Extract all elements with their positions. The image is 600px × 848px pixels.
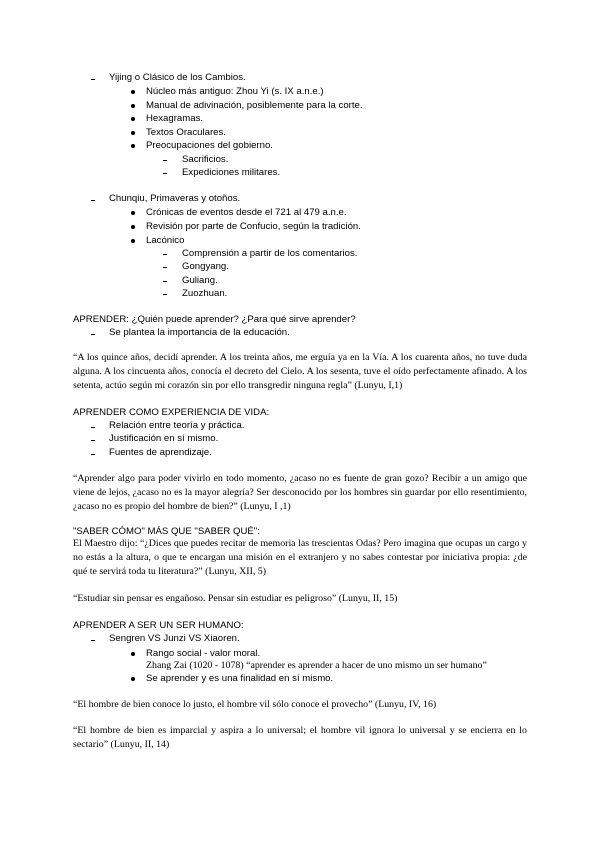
list-subitem: Expediciones militares. [182, 167, 281, 178]
bullet-marker [131, 225, 135, 229]
list-item: Crónicas de eventos desde el 721 al 479 a.n.e. [146, 207, 347, 218]
list-subitem: Gongyang. [182, 261, 229, 272]
bullet-marker [131, 131, 135, 135]
list-item: Sengren VS Junzi VS Xiaoren. [109, 633, 240, 644]
quote-hombre-bien: “El hombre de bien conoce lo justo, el hombre vil sólo conoce el provecho” (Lunyu, IV, 16) [73, 699, 437, 710]
bullet-marker [131, 677, 135, 681]
list-subitem: Sacrificios. [182, 154, 229, 165]
list-item: Lacónico [146, 235, 185, 246]
dash-marker [91, 200, 95, 201]
list-item: Justificación en sí mismo. [109, 433, 219, 444]
dash-marker [163, 294, 167, 295]
section-heading-saber: "SABER CÓMO" MÁS QUE "SABER QUÉ": [73, 526, 260, 537]
list-item: Preocupaciones del gobierno. [146, 140, 273, 151]
dash-marker [91, 79, 95, 80]
bullet-marker [131, 117, 135, 121]
dash-marker [163, 173, 167, 174]
dash-marker [91, 454, 95, 455]
list-item: Hexagramas. [146, 113, 204, 124]
dash-marker [91, 334, 95, 335]
list-item: Fuentes de aprendizaje. [109, 447, 212, 458]
bullet-marker [131, 652, 135, 656]
section-heading-experiencia: APRENDER COMO EXPERIENCIA DE VIDA: [73, 407, 270, 418]
list-item: Manual de adivinación, posiblemente para la corte. [146, 100, 363, 111]
bullet-marker [131, 211, 135, 215]
dash-marker [163, 281, 167, 282]
list-item: Relación entre teoría y práctica. [109, 420, 245, 431]
list-item: Textos Oraculares. [146, 127, 226, 138]
quote-saber: El Maestro dijo: “¿Dices que puedes recitar de memoria las trescientas Odas? Pero imagina que ocupas un cargo y no estás a la altura, o que te encargan una misión en el extranjero y no sabes contestar por iniciativa propia: ¿de qué te servirá toda tu literatura?” (Lunyu, XII, 5) [73, 538, 527, 577]
quote-experiencia: “Aprender algo para poder vivirlo en todo momento, ¿acaso no es fuente de gran gozo? Recibir a un amigo que viene de lejos, ¿acaso no es la mayor alegría? Ser desconocido por los hombres sin guardar por ello resentimiento, ¿acaso no es propio del hombre de bien?” (Lunyu, I ,1) [73, 473, 527, 512]
dash-marker [91, 640, 95, 641]
list-item: Revisión por parte de Confucio, según la tradición. [146, 221, 361, 232]
list-subitem: Zuozhuan. [182, 288, 228, 299]
dash-marker [91, 440, 95, 441]
list-item: Se aprender y es una finalidad en sí mismo. [146, 673, 334, 684]
list-subitem: Comprensión a partir de los comentarios. [182, 248, 358, 259]
quote-imparcial: “El hombre de bien es imparcial y aspira a lo universal; el hombre vil ignora lo universal y se encierra en lo sectario” (Lunyu, II, 14) [73, 725, 527, 750]
list-item: Núcleo más antiguo: Zhou Yi (s. IX a.n.e.) [146, 86, 324, 97]
note-zhang-zai: Zhang Zai (1020 - 1078) “aprender es aprender a hacer de uno mismo un ser humano” [146, 660, 487, 671]
chunqiu-title: Chunqiu, Primaveras y otoños. [109, 193, 241, 204]
quote-aprender: “A los quince años, decidí aprender. A los treinta años, me erguía ya en la Vía. A los cuarenta años, no tuve duda alguna. A los cincuenta años, conocía el decreto del Cielo. A los sesenta, tuve el oído perfectamente afinado. A los setenta, actúo según mi corazón sin por ello transgredir ninguna regla” (Lunyu, I,1) [73, 352, 527, 391]
quote-estudiar: “Estudiar sin pensar es engañoso. Pensar sin estudiar es peligroso” (Lunyu, II, 15) [73, 593, 398, 604]
list-item: Rango social - valor moral. [146, 648, 261, 659]
bullet-marker [131, 104, 135, 108]
bullet-marker [131, 239, 135, 243]
bullet-marker [131, 90, 135, 94]
section-heading-aprender: APRENDER: ¿Quién puede aprender? ¿Para qué sirve aprender? [73, 314, 356, 325]
bullet-marker [131, 144, 135, 148]
yijing-title: Yijing o Clásico de los Cambios. [109, 72, 246, 83]
list-subitem: Guliang. [182, 275, 218, 286]
list-item: Se plantea la importancia de la educación. [109, 327, 290, 338]
section-heading-humano: APRENDER A SER UN SER HUMANO: [73, 620, 244, 631]
dash-marker [163, 254, 167, 255]
dash-marker [163, 160, 167, 161]
dash-marker [163, 267, 167, 268]
dash-marker [91, 427, 95, 428]
